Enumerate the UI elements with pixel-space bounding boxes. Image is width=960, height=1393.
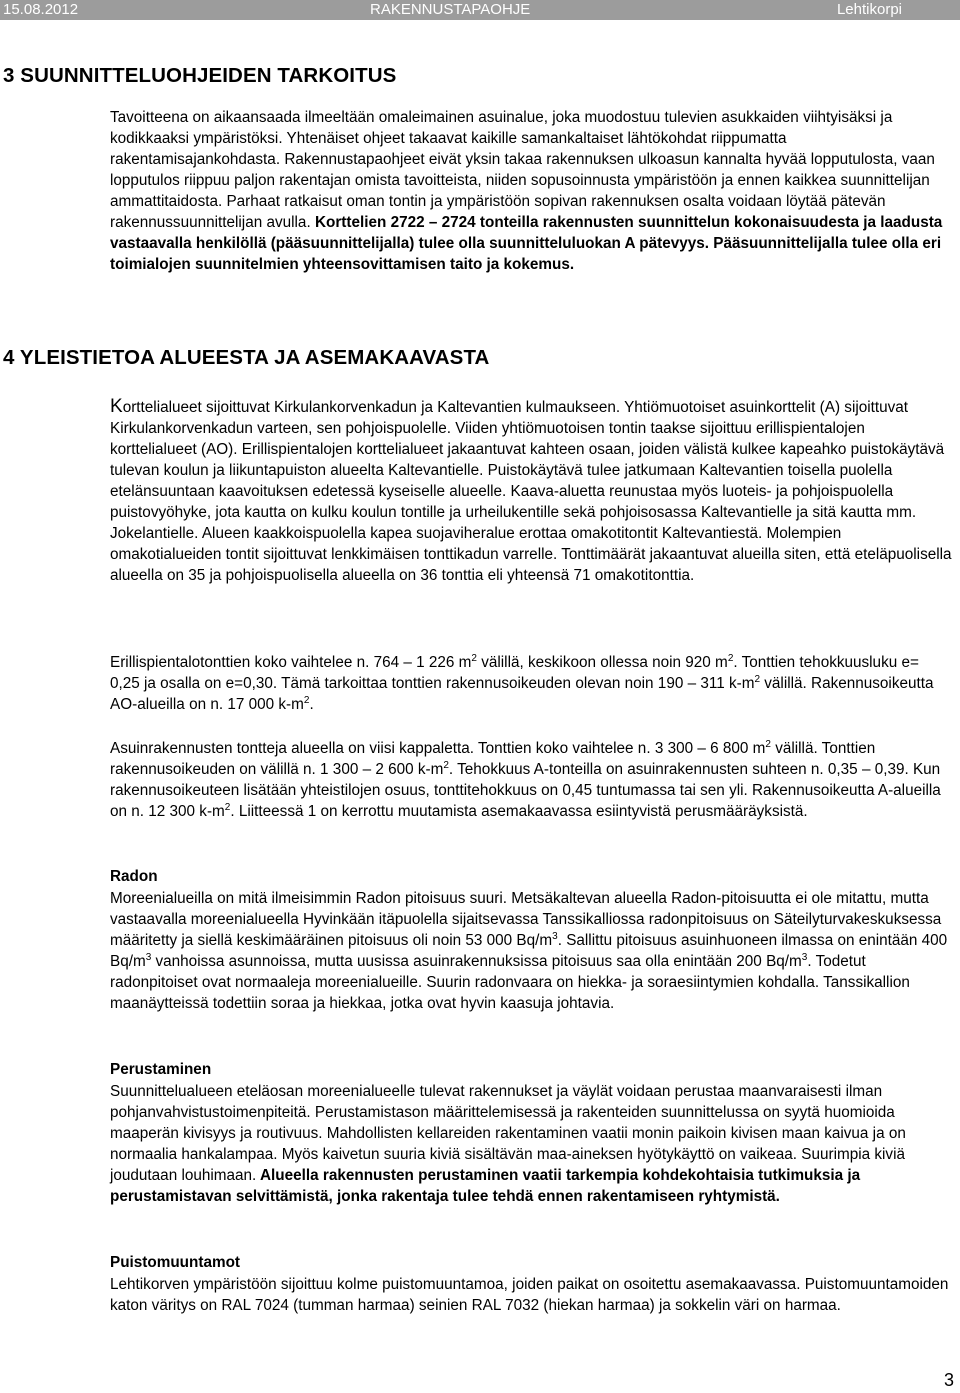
sup-squared: 2	[754, 674, 761, 685]
section-3-paragraph	[110, 107, 952, 275]
sup-cubed: 3	[552, 931, 558, 942]
radon-part-c: vanhoissa asunnoissa, mutta uusissa asuinrakennuksissa pitoisuus saa olla enintään 200 Bq/m	[151, 953, 802, 970]
section-3-bold-text: Korttelien 2722 – 2724 tonteilla rakennusten suunnittelun kokonaisuudesta ja laadusta vastaavalla henkilöllä (pääsuunnittelijalla) tulee olla suunnitteluluokan A pätevyys. Pääsuunnittelijalla tulee olla eri toimialojen suunnitelmien yhteensovittamisen taito ja kokemus.	[110, 214, 943, 273]
p3-part-a: Asuinrakennusten tontteja alueella on viisi kappaletta. Tonttien koko vaihtelee n. 3 300 – 6 800 m	[110, 740, 766, 757]
perustaminen-text: Suunnittelualueen eteläosan moreenialueelle tulevat rakennukset ja väylät voidaan perustaa maanvaraisesti ilman pohjanvahvistustoimenpiteitä. Perustamistason määrittelemisessä ja rakenteiden suunnittelussa on syytä huomioida maaperän kivisyys ja routivuus. Mahdollisten kellareiden rakentaminen vaatii monin paikoin kivisen maan kaivua ja on normaalia hankalampaa. Myös kaivetun suuria kiviä sisältävän maa-aineksen hyötykäyttö on vaikeaa. Suurimpia kiviä joudutaan louhimaan.	[110, 1083, 906, 1184]
sup-squared: 2	[443, 760, 449, 771]
p3-part-c: . Tehokkuus A-tonteilla on asuinrakennusten suhteen n. 0,35 – 0,39. Kun rakennusoikeuteen lisätään yhteistilojen osuus, tonttitehokkuus on 0,45 tuntumassa tai sen yli. Rakennusoikeutta A-alueilla on n. 12 300 k-m	[110, 761, 941, 820]
sup-squared: 2	[224, 802, 231, 813]
p2-part-b: välillä, keskikoon ollessa noin 920 m	[476, 654, 728, 671]
section-4-text-1: orttelialueet sijoittuvat Kirkulankorvenkadun ja Kaltevantien kulmaukseen. Yhtiömuotoiset asuinkorttelit (A) sijoittuvat Kirkulankorvenkadun varteen, sen pohjoispuolelle. Viiden yhtiömuotoisen tontin taakse sijoittuu erillispientalojen korttelialueet (AO). Erillispientalojen korttelialueet jakaantuvat kahteen osaan, joiden välistä kulkee kapeahko puistokäytävä tulevan koulun ja liikuntapuiston alueelta Kaltevantielle. Puistokäytävä tulee jatkumaan Kaltevantien toisella puolella etelänsuuntaan kaavoituksen edetessä kyseiselle alueelle. Kaava-aluetta reunustaa myös luoteis- ja pohjoispuolella puistovyöhyke, jota kautta on kulku koulun tontille ja urheilukentille sekä pohjoisosassa Kaltevantielle ja sitä kautta mm. Jokelantielle. Alueen kaakkoispuolella kapea suojaviheralue erottaa omakotitontit Kaltevantiestä. Molempien omakotialueiden tontit sijoittuvat lenkkimäisen tonttikadun varrelle. Tonttimäärät jakaantuvat alueilla siten, että eteläpuolisella alueella on 35 ja pohjoispuolisella alueella on 36 tonttia eli yhteensä 71 omakotitonttia.	[110, 399, 952, 584]
sup-squared: 2	[303, 695, 310, 706]
section-3-text: Tavoitteena on aikaansaada ilmeeltään omaleimainen asuinalue, joka muodostuu tulevien asukkaiden viihtyisäksi ja kodikkaaksi ympäristöksi. Yhtenäiset ohjeet takaavat kaikille samankaltaiset lähtökohdat riippumatta rakentamisajankohdasta. Rakennustapaohjeet eivät yksin takaa rakennuksen ulkoasun kannalta hyvää lopputulosta, vaan lopputulos riippuu paljon rakentajan omista tavoitteista, niiden sopusoinnusta ympäristöön ja ennen kaikkea suunnittelijan ammattitaidosta. Parhaat ratkaisut oman tontin ja ympäristöön sopivan rakennuksen osalta voidaan löytää pätevän rakennussuunnittelijan avulla.	[110, 109, 935, 231]
section-4-paragraph-3	[110, 738, 952, 822]
p3-part-b: välillä. Tonttien rakennusoikeuden on välillä n. 1 300 – 2 600 k-m	[110, 740, 876, 778]
header-date: 15.08.2012	[3, 1, 79, 18]
p2-part-a: Erillispientalotonttien koko vaihtelee n. 764 – 1 226 m	[110, 654, 472, 671]
p2-part-e: .	[309, 696, 314, 713]
drop-initial: K	[110, 396, 123, 417]
radon-part-d: . Todetut radonpitoiset ovat normaaleja moreenialueille. Suurin radonvaara on hiekka- ja soraesiintymien kohdalla. Tanssikallion maanäytteissä todettiin soraa ja hiekkaa, jotka ovat hyvin kaasuja johtavia.	[110, 953, 910, 1012]
page-header	[0, 0, 960, 20]
puistomuuntamot-title: Puistomuuntamot	[110, 1254, 241, 1271]
perustaminen-title: Perustaminen	[110, 1061, 212, 1078]
radon-title: Radon	[110, 868, 158, 885]
sup-squared: 2	[765, 739, 771, 750]
p2-part-d: välillä. Rakennusoikeutta AO-alueilla on n. 17 000 k-m	[110, 675, 934, 713]
perustaminen-paragraph	[110, 1081, 952, 1207]
section-4-paragraph-2	[110, 652, 952, 715]
p2-part-c: . Tonttien tehokkuusluku e= 0,25 ja osalla on e=0,30. Tämä tarkoittaa tonttien rakennusoikeuden olevan noin 190 – 311 k-m	[110, 654, 919, 692]
perustaminen-bold-text: Alueella rakennusten perustaminen vaatii tarkempia kohdekohtaisia tutkimuksia ja perustamistavan selvittämistä, jonka rakentaja tulee tehdä ennen rakentamiseen ryhtymistä.	[110, 1167, 861, 1205]
radon-paragraph	[110, 888, 952, 1014]
sup-squared: 2	[471, 653, 477, 664]
header-title: RAKENNUSTAPAOHJE	[370, 1, 531, 18]
sup-squared: 2	[727, 653, 734, 664]
radon-part-b: . Sallittu pitoisuus asuinhuoneen ilmassa on enintään 400 Bq/m	[110, 932, 948, 970]
header-location: Lehtikorpi	[836, 1, 902, 18]
sup-cubed: 3	[145, 952, 152, 963]
p3-part-d: . Liitteessä 1 on kerrottu muutamista asemakaavassa esiintyvistä perusmääräyksistä.	[230, 803, 808, 820]
puistomuuntamot-paragraph: Lehtikorven ympäristöön sijoittuu kolme puistomuuntamoa, joiden paikat on osoitettu asemakaavassa. Puistomuuntamoiden katon väritys on RAL 7024 (tumman harmaa) seinien RAL 7032 (hiekan harmaa) ja sokkelin väri on harmaa.	[110, 1276, 949, 1314]
sup-cubed: 3	[801, 952, 808, 963]
section-4-title: 4 YLEISTIETOA ALUEESTA JA ASEMAKAAVASTA	[3, 346, 490, 369]
radon-part-a: Moreenialueilla on mitä ilmeisimmin Radon pitoisuus suuri. Metsäkaltevan alueella Radon-pitoisuutta ei ole mitattu, mutta vastaavalla moreenialueella Hyvinkään itäpuolella sijaitsevassa Tanssikalliossa radonpitoisuus on Säteilyturvakeskuksessa määritetty ja siellä keskimääräinen pitoisuus oli noin 53 000 Bq/m	[110, 890, 942, 949]
page-number: 3	[943, 1370, 954, 1390]
section-3-title: 3 SUUNNITTELUOHJEIDEN TARKOITUS	[3, 64, 397, 87]
section-4-paragraph-1	[110, 396, 952, 586]
